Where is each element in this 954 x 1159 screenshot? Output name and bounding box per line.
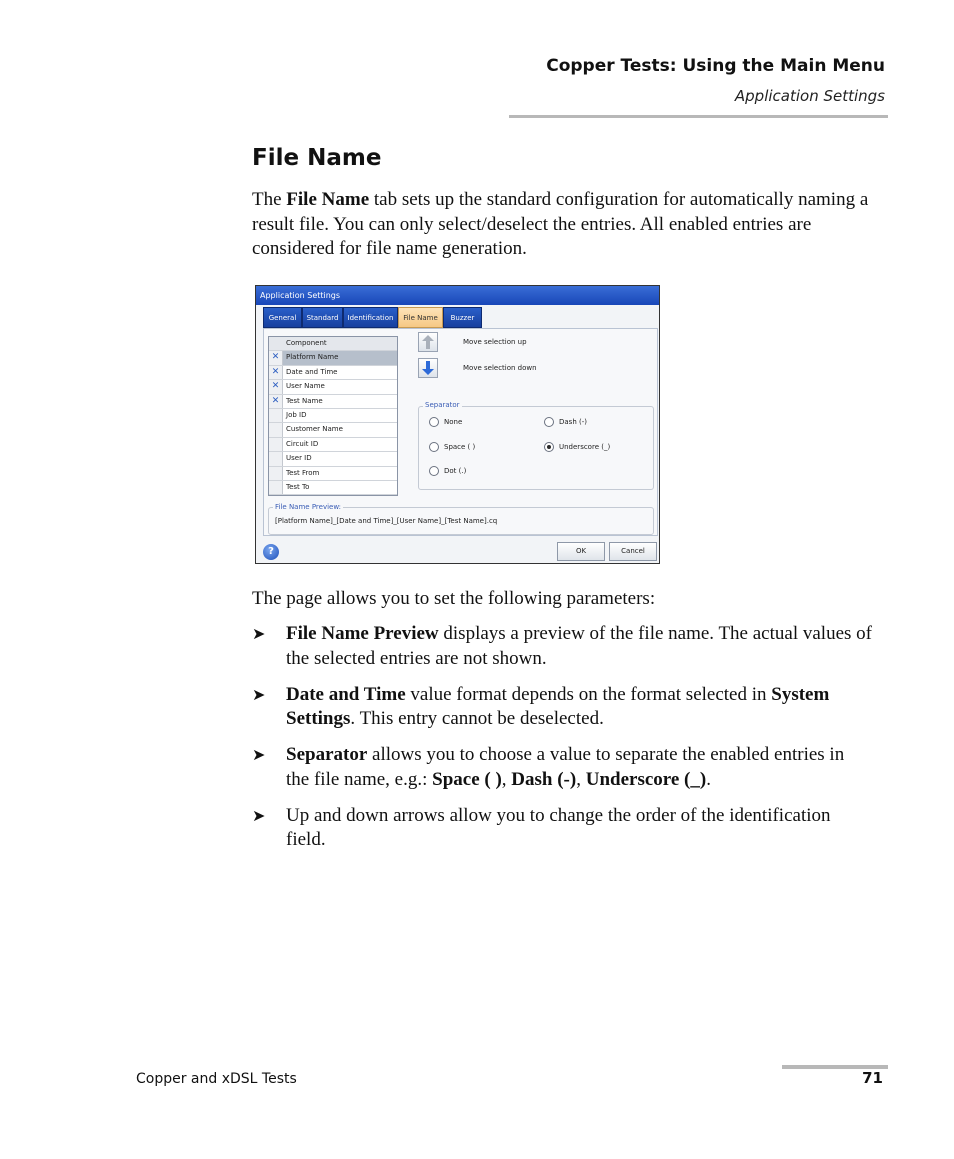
list-header: Component (269, 337, 397, 351)
application-settings-dialog (255, 285, 660, 564)
separator-dash-radio[interactable]: Dash (-) (544, 417, 587, 427)
bullet-arrow-icon: ➤ (252, 807, 266, 825)
footer-book-title: Copper and xDSL Tests (136, 1071, 297, 1087)
tab-buzzer[interactable]: Buzzer (443, 307, 482, 328)
bullet-arrow-icon: ➤ (252, 626, 266, 643)
move-down-label: Move selection down (463, 364, 537, 372)
list-item[interactable]: Test From (269, 467, 397, 481)
list-item[interactable]: Circuit ID (269, 438, 397, 452)
list-item: ➤ Up and down arrows allow you to change the order of the identification field. (252, 804, 831, 850)
list-item: ➤ Date and Time value format depends on the format selected in System Settings. This entry cannot be deselected. (252, 683, 830, 729)
component-list (268, 336, 398, 496)
running-header-subtitle: Application Settings (734, 87, 885, 105)
list-item[interactable]: ✕ User Name (269, 380, 397, 394)
arrow-up-icon (422, 335, 434, 349)
checkbox-empty[interactable] (269, 481, 283, 494)
tab-general[interactable]: General (263, 307, 302, 328)
bullet-arrow-icon: ➤ (252, 686, 266, 704)
checkbox-empty[interactable] (269, 409, 283, 422)
checkbox-checked-icon[interactable]: ✕ (269, 366, 283, 379)
separator-none-radio[interactable]: None (429, 417, 462, 427)
separator-label: Separator (425, 401, 460, 409)
intro-bold: File Name (286, 189, 370, 210)
separator-space-radio[interactable]: Space ( ) (429, 442, 475, 452)
preview-value: [Platform Name]_[Date and Time]_[User Name]_[Test Name].cq (275, 517, 498, 525)
bullet-arrow-icon: ➤ (252, 747, 266, 764)
move-up-button[interactable] (418, 332, 438, 352)
checkbox-empty[interactable] (269, 467, 283, 480)
separator-dot-radio[interactable]: Dot (.) (429, 466, 466, 476)
checkbox-empty[interactable] (269, 438, 283, 451)
separator-underscore-radio[interactable]: Underscore (_) (544, 442, 610, 452)
separator-group (418, 401, 654, 490)
checkbox-empty[interactable] (269, 452, 283, 465)
list-item[interactable]: User ID (269, 452, 397, 466)
running-header-title: Copper Tests: Using the Main Menu (546, 56, 885, 76)
tab-file-name[interactable]: File Name (398, 307, 443, 328)
parameter-list (252, 622, 872, 864)
list-item[interactable]: ✕ Test Name (269, 395, 397, 409)
help-icon[interactable]: ? (263, 544, 279, 560)
intro-paragraph: The File Name tab sets up the standard configuration for automatically naming a result file. You can only select/deselect the entries. All enabled entries are considered for file name generation. (252, 189, 869, 259)
tab-identification[interactable]: Identification (343, 307, 398, 328)
ok-button[interactable]: OK (557, 542, 605, 561)
arrow-down-icon (422, 361, 434, 375)
tab-standard[interactable]: Standard (302, 307, 343, 328)
list-item[interactable]: ✕ Date and Time (269, 366, 397, 380)
lead-paragraph: The page allows you to set the following parameters: (252, 588, 656, 609)
section-title: File Name (252, 145, 382, 171)
list-item: ➤ Separator allows you to choose a value to separate the enabled entries in the file name, e.g.: Space ( ), Dash (-), Underscore (_). (252, 744, 845, 790)
list-item[interactable]: Test To (269, 481, 397, 495)
checkbox-checked-icon[interactable]: ✕ (269, 380, 283, 393)
move-up-label: Move selection up (463, 338, 527, 346)
preview-label: File Name Preview: (275, 503, 342, 511)
checkbox-checked-icon[interactable]: ✕ (269, 395, 283, 408)
list-item[interactable]: Customer Name (269, 423, 397, 437)
list-item[interactable]: ✕ Platform Name (269, 351, 397, 365)
list-item: ➤ File Name Preview displays a preview of the file name. The actual values of the selected entries are not shown. (252, 623, 872, 669)
move-down-button[interactable] (418, 358, 438, 378)
list-item[interactable]: Job ID (269, 409, 397, 423)
checkbox-checked-icon[interactable]: ✕ (269, 351, 283, 364)
header-rule (509, 115, 888, 118)
file-name-preview-group (268, 503, 654, 535)
checkbox-empty[interactable] (269, 423, 283, 436)
dialog-title: Application Settings (256, 286, 659, 305)
page-number: 71 (862, 1069, 883, 1087)
file-name-panel (263, 328, 658, 536)
cancel-button[interactable]: Cancel (609, 542, 657, 561)
